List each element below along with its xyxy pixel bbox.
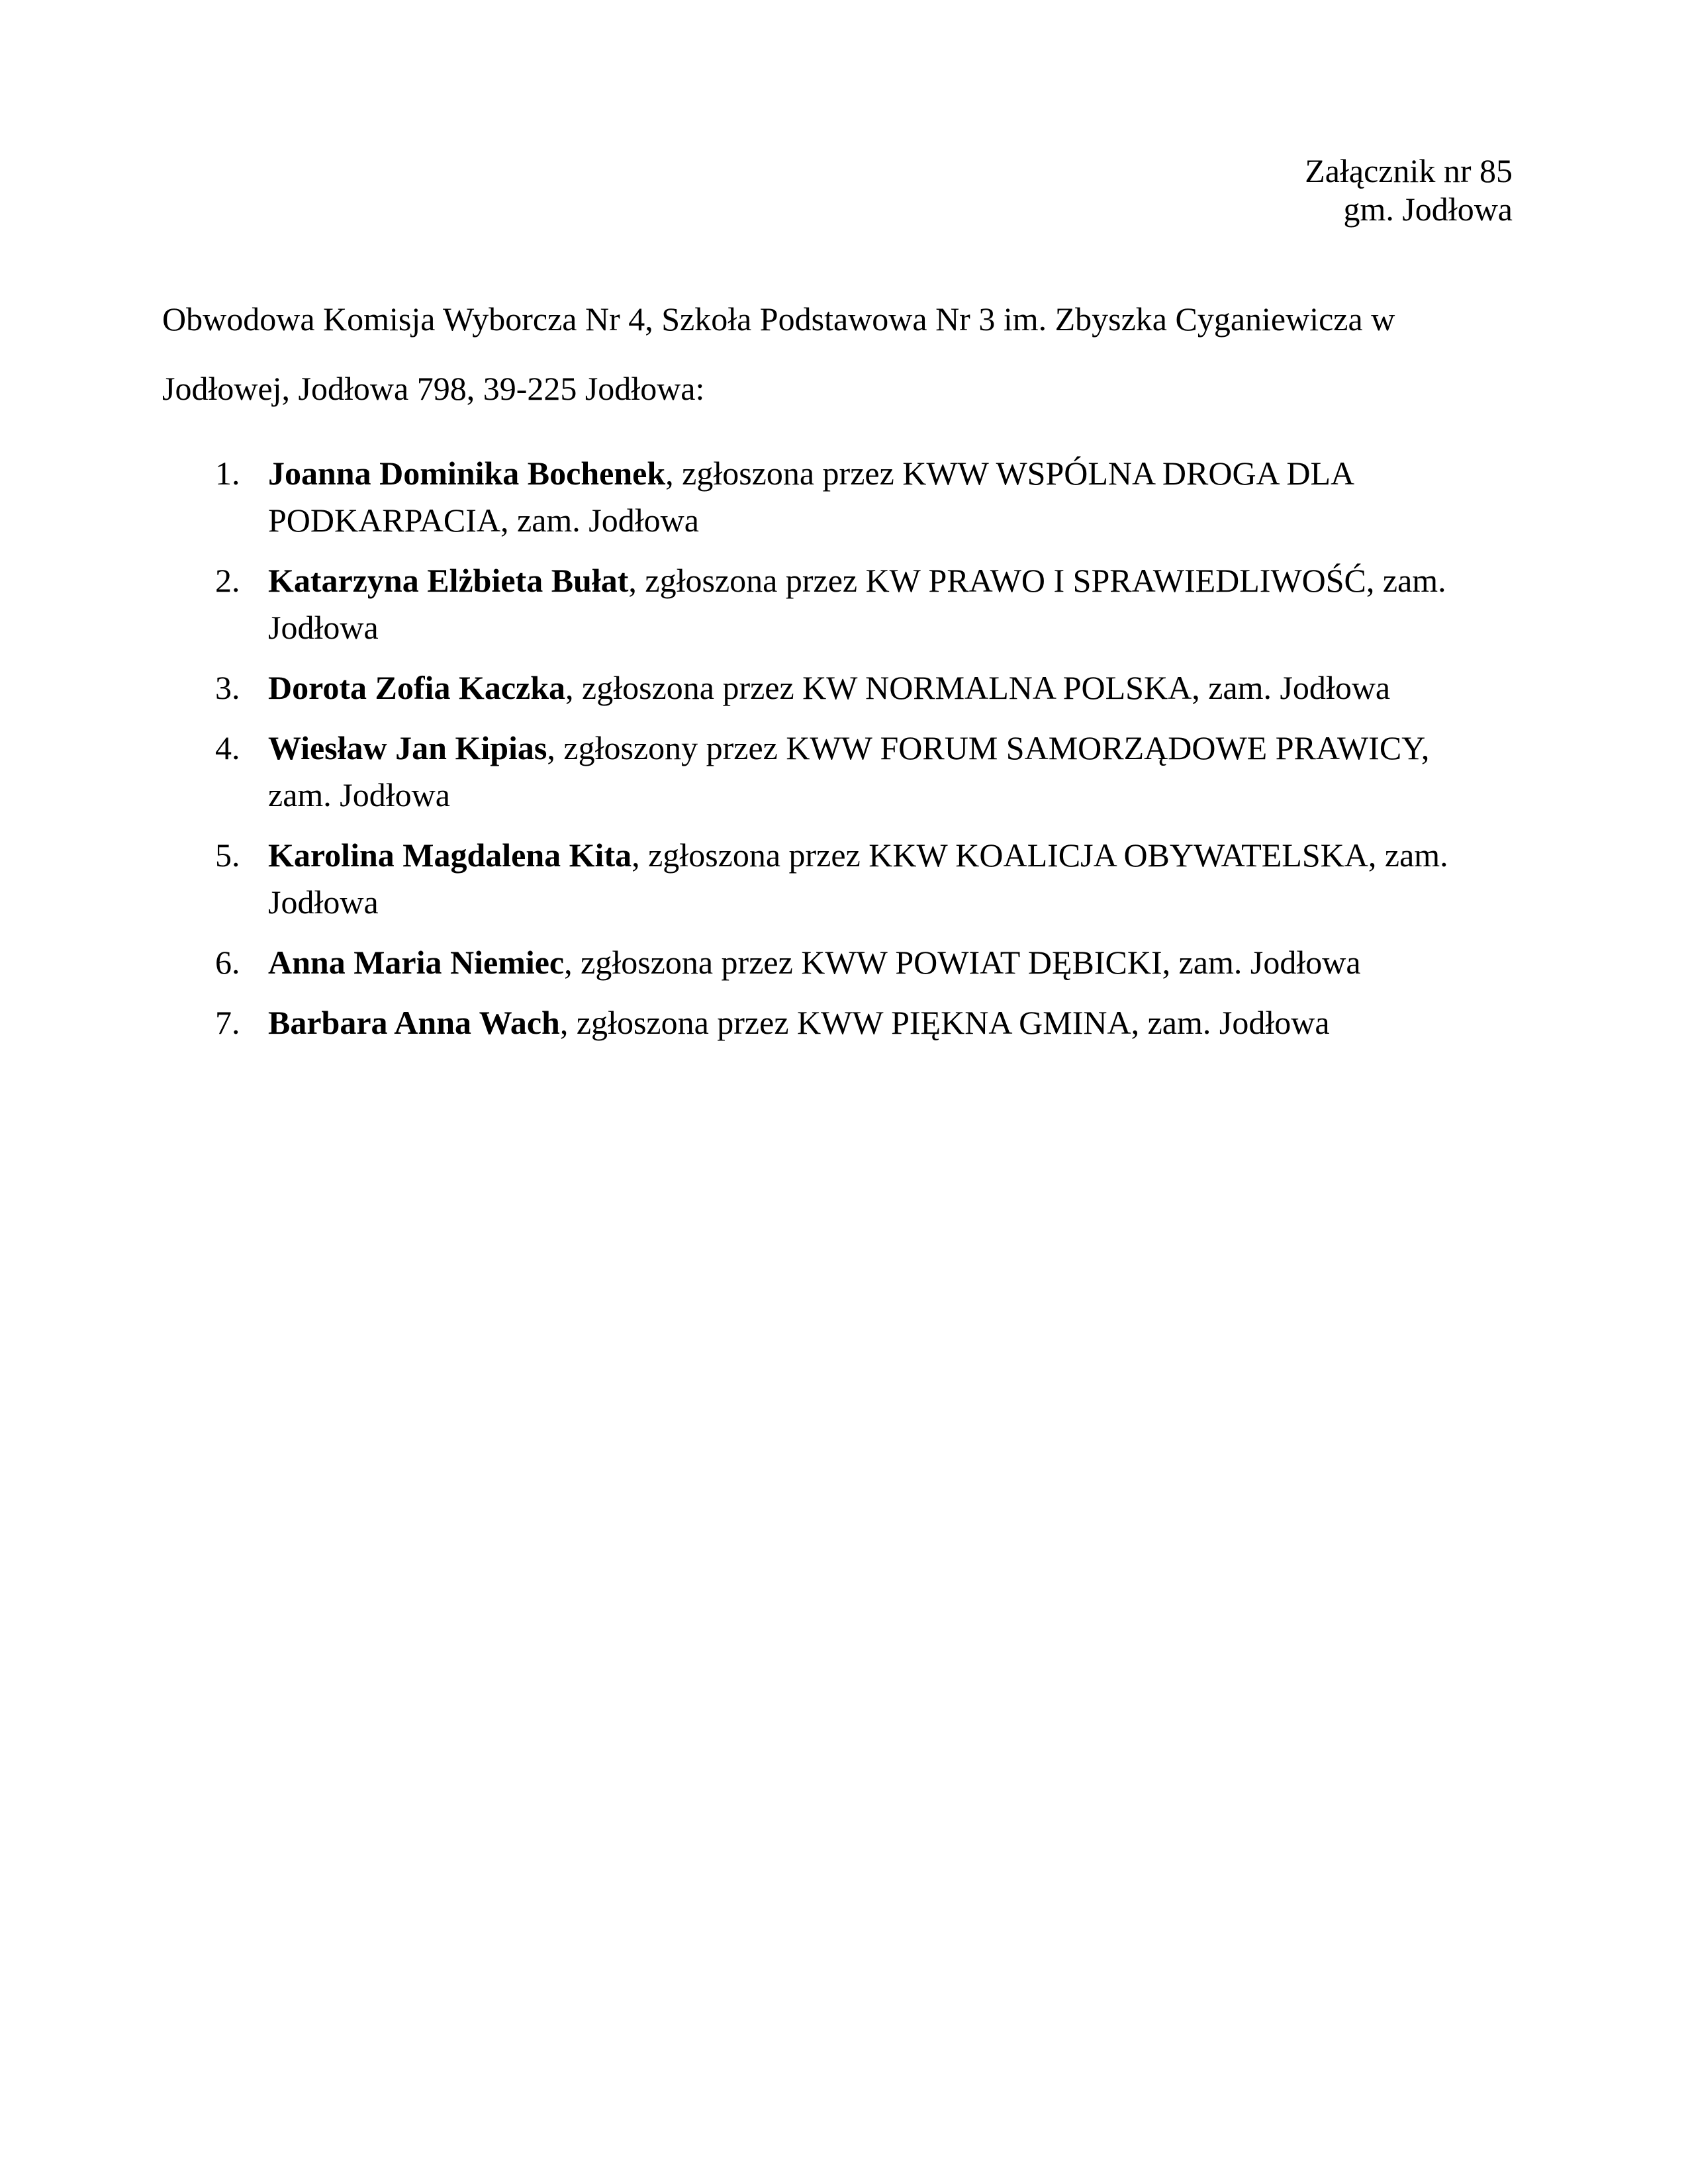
candidate-details: , zgłoszona przez KW PRAWO I SPRAWIEDLIWOŚĆ, zam. Jodłowa bbox=[268, 562, 1446, 646]
candidate-details: , zgłoszona przez KWW POWIAT DĘBICKI, zam. Jodłowa bbox=[564, 944, 1361, 981]
attachment-header bbox=[162, 152, 1513, 228]
list-item-4 bbox=[268, 725, 1513, 819]
candidate-details: , zgłoszony przez KWW FORUM SAMORZĄDOWE PRAWICY, bbox=[547, 729, 1430, 766]
candidate-details: , zgłoszona przez KWW WSPÓLNA DROGA DLA bbox=[665, 455, 1355, 492]
candidate-name: Katarzyna Elżbieta Bułat bbox=[268, 562, 629, 599]
list-item-1 bbox=[268, 450, 1513, 544]
candidate-details: , zgłoszona przez KW NORMALNA POLSKA, zam. Jodłowa bbox=[565, 669, 1391, 706]
candidate-details: , zgłoszona przez KWW PIĘKNA GMINA, zam. Jodłowa bbox=[559, 1004, 1330, 1041]
candidate-name: Joanna Dominika Bochenek bbox=[268, 455, 666, 492]
list-item-6 bbox=[268, 939, 1513, 986]
candidate-name: Barbara Anna Wach bbox=[268, 1004, 560, 1041]
candidate-details-line2: zam. Jodłowa bbox=[268, 776, 450, 813]
candidate-name: Wiesław Jan Kipias bbox=[268, 729, 547, 766]
list-item-7 bbox=[268, 999, 1513, 1046]
list-item-3 bbox=[268, 664, 1513, 711]
candidate-details: , zgłoszona przez KKW KOALICJA OBYWATELSKA, zam. Jodłowa bbox=[268, 837, 1448, 921]
candidate-details-line2: PODKARPACIA, zam. Jodłowa bbox=[268, 502, 699, 539]
candidate-name: Dorota Zofia Kaczka bbox=[268, 669, 566, 706]
list-item-5 bbox=[268, 832, 1513, 926]
list-item-2 bbox=[268, 557, 1513, 651]
attachment-municipality: gm. Jodłowa bbox=[1343, 190, 1513, 228]
candidate-name: Anna Maria Niemiec bbox=[268, 944, 565, 981]
attachment-number: Załącznik nr 85 bbox=[1305, 152, 1513, 189]
commission-intro: Obwodowa Komisja Wyborcza Nr 4, Szkoła Podstawowa Nr 3 im. Zbyszka Cyganiewicza w Jodłowej, Jodłowa 798, 39-225 Jodłowa: bbox=[162, 300, 1395, 407]
candidate-name: Karolina Magdalena Kita bbox=[268, 837, 632, 874]
candidate-list bbox=[162, 450, 1513, 1046]
